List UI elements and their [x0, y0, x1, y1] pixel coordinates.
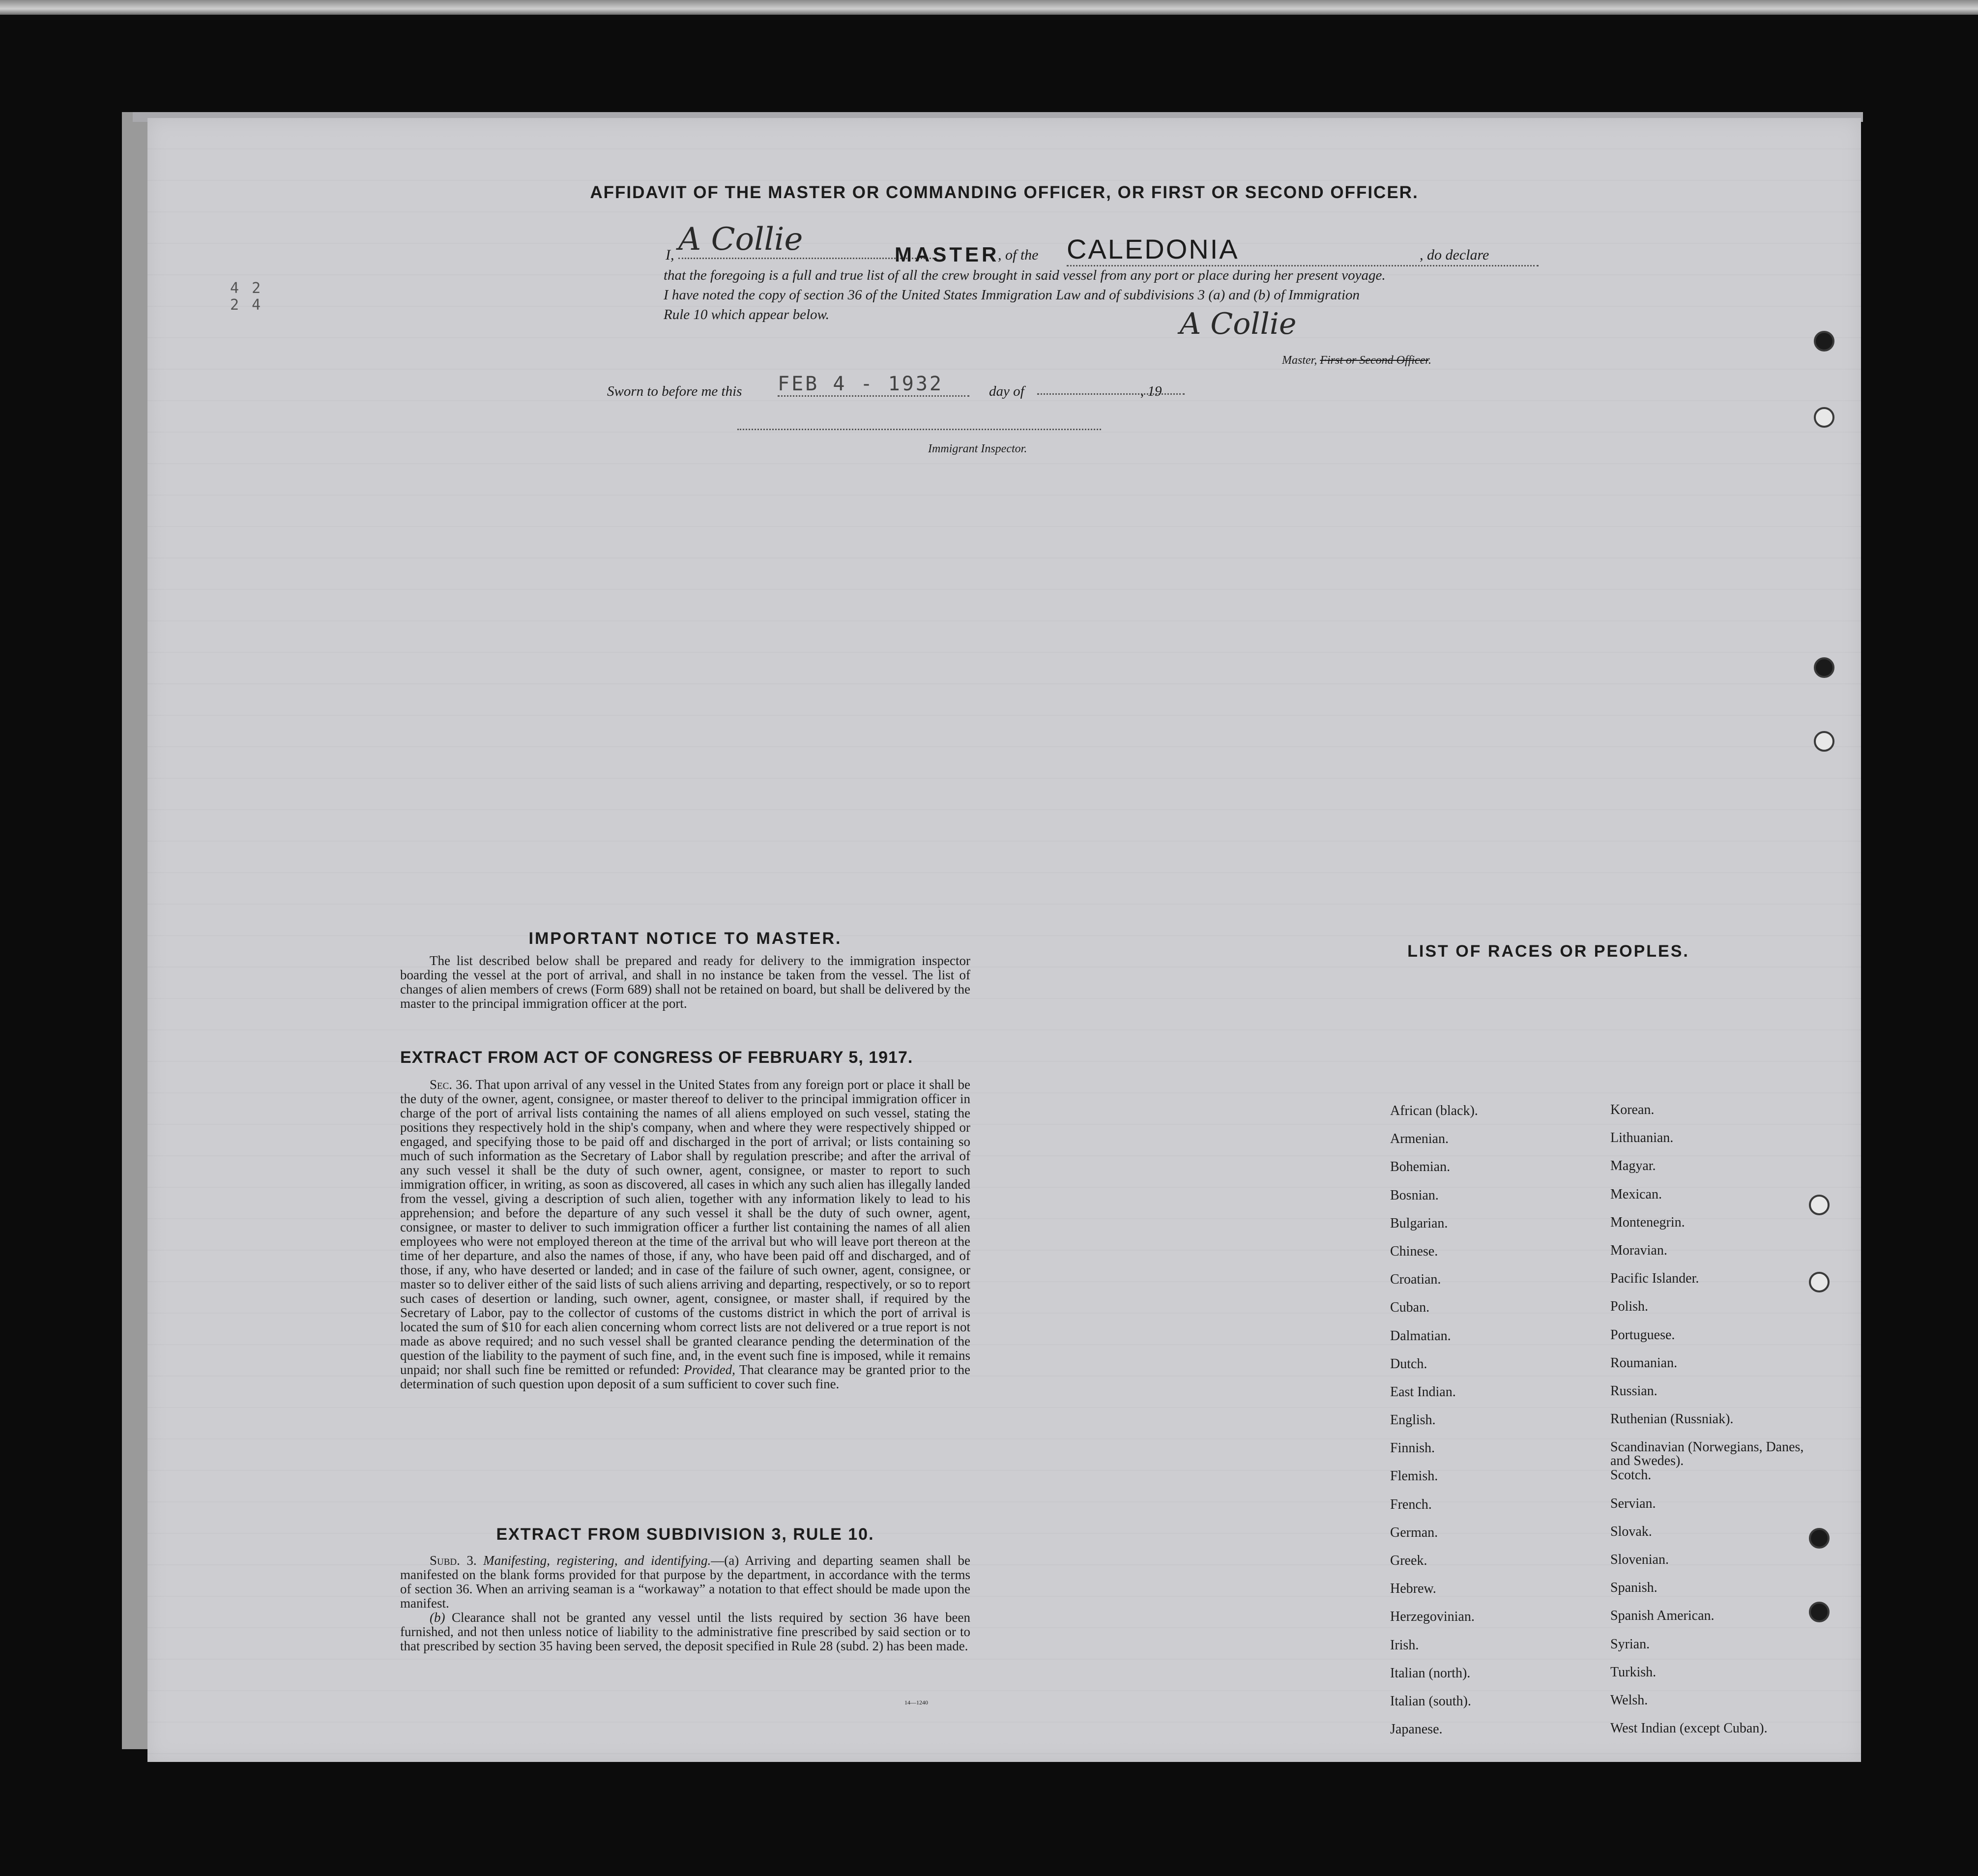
day-of-field	[1037, 393, 1185, 395]
year-suffix: , 19	[1140, 383, 1162, 399]
affidavit-i-label: I,	[666, 247, 674, 263]
race-entry: Bohemian.	[1390, 1159, 1451, 1175]
do-declare-label: , do declare	[1420, 247, 1489, 263]
race-entry: Mexican.	[1610, 1186, 1662, 1202]
race-entry: Slovak.	[1610, 1524, 1652, 1539]
notice-title: IMPORTANT NOTICE TO MASTER.	[528, 929, 842, 948]
affidavit-line: that the foregoing is a full and true list of all the crew brought in said vessel from any port or place during her present voyage.	[664, 267, 1386, 283]
rule-para-b	[400, 1611, 970, 1653]
affidavit-line: I have noted the copy of section 36 of the United States Immigration Law and of subdivisions 3 (a) and (b) of Immigration	[664, 287, 1360, 303]
race-row	[1390, 1300, 1823, 1328]
rule-para-a	[400, 1554, 970, 1611]
race-entry: Dalmatian.	[1390, 1328, 1451, 1344]
race-row	[1390, 1131, 1823, 1159]
race-entry: African (black).	[1390, 1103, 1478, 1118]
race-entry: Montenegrin.	[1610, 1214, 1685, 1230]
race-entry: Turkish.	[1610, 1664, 1657, 1680]
form-number: 14—1240	[904, 1699, 928, 1706]
race-entry: Greek.	[1390, 1553, 1427, 1568]
inspector-caption: Immigrant Inspector.	[928, 442, 1027, 455]
struck-officer-caption: First or Second Officer	[1320, 354, 1428, 367]
notice-section	[400, 954, 970, 1011]
act-text-end: That clearance may be granted prior to the determination of such question upon deposit of a sum sufficient to cover such fine.	[400, 1362, 971, 1391]
race-row	[1390, 1159, 1823, 1187]
margin-number-2: 2 4	[230, 296, 263, 314]
margin-mark	[230, 280, 262, 314]
race-entry: Magyar.	[1610, 1158, 1656, 1174]
race-row	[1390, 1553, 1823, 1581]
act-section	[400, 1078, 970, 1391]
race-row	[1390, 1666, 1823, 1694]
race-entry: Moravian.	[1610, 1242, 1667, 1258]
subd-heading: Manifesting, registering, and identifying.	[483, 1553, 711, 1568]
race-entry: Russian.	[1610, 1383, 1658, 1399]
race-entry: Pacific Islander.	[1610, 1271, 1699, 1287]
race-row	[1390, 1722, 1823, 1750]
race-row	[1390, 1244, 1823, 1272]
affidavit-title: AFFIDAVIT OF THE MASTER OR COMMANDING OFFICER, OR FIRST OR SECOND OFFICER.	[590, 183, 1419, 202]
master-caption: Master,	[1282, 354, 1317, 367]
race-row	[1390, 1412, 1823, 1440]
race-entry: Servian.	[1610, 1495, 1656, 1511]
provided-label: Provided,	[684, 1362, 735, 1377]
rule-section	[400, 1554, 970, 1653]
day-of-label: day of	[989, 383, 1024, 399]
signature-caption: Master, First or Second Officer.	[1282, 354, 1431, 367]
race-row	[1390, 1609, 1823, 1637]
race-entry: Bosnian.	[1390, 1187, 1439, 1203]
race-row	[1390, 1103, 1823, 1131]
race-entry: Flemish.	[1390, 1468, 1438, 1484]
race-row	[1390, 1440, 1823, 1468]
race-entry: French.	[1390, 1496, 1432, 1512]
race-entry: Cuban.	[1390, 1300, 1430, 1316]
race-row	[1390, 1328, 1823, 1356]
rule-text-a: —(a) Arriving and departing seamen shall be manifested on the blank forms provided for that purpose by the department, in accordance with the terms of section 36. When an arriving seaman is a “workaway” a notation to that effect should be made upon the manifest.	[400, 1553, 970, 1611]
race-row	[1390, 1581, 1823, 1609]
race-entry: Korean.	[1610, 1102, 1655, 1117]
underlying-page-edge	[122, 112, 151, 1749]
act-title: EXTRACT FROM ACT OF CONGRESS OF FEBRUARY 5, 1917.	[400, 1048, 913, 1067]
race-entry: Dutch.	[1390, 1356, 1427, 1372]
master-label: MASTER	[895, 243, 1000, 266]
margin-number: 4 2	[230, 280, 263, 297]
race-row	[1390, 1497, 1823, 1525]
affidavit-line: Rule 10 which appear below.	[664, 307, 829, 322]
race-entry: Finnish.	[1390, 1440, 1435, 1456]
race-row	[1390, 1188, 1823, 1216]
sworn-label: Sworn to before me this	[607, 383, 742, 399]
para-b-label: (b)	[430, 1610, 445, 1625]
race-entry: East Indian.	[1390, 1384, 1456, 1400]
act-text: That upon arrival of any vessel in the United States from any foreign port or place it shall be the duty of the owner, agent, consignee, or master thereof to deliver to the principal immigration officer in charge of the port of arrival lists containing the names of all aliens employed on such vessel, stating the positions they respectively hold in the ship's company, when and where they were respectively shipped or engaged, and specifying those to be paid off and discharged in the port of arrival; or lists containing so much of such information as the Secretary of Labor shall by regulation prescribe; and after the arrival of any such vessel it shall be the duty of such owner, agent, consignee, or master to report to such immigration officer, in writing, as soon as discovered, all cases in which any such alien has illegally landed from the vessel, giving a description of such alien, together with any information likely to lead to his apprehension; and before the departure of any such vessel it shall be the duty of such owner, agent, consignee, or master to deliver to such immigration officer a further list containing the names of all alien employees who were not employed thereon at the time of the arrival but who will leave port thereon at the time of her departure, and also the names of those, if any, who have been paid off and discharged, and of those, if any, who have deserted or landed; and in case of the failure of such owner, agent, consignee, or master so to deliver either of the said lists of such aliens arriving and departing, respectively, or so to report such cases of desertion or landing, such owner, agent, consignee, or master shall, if required by the Secretary of Labor, pay to the collector of customs of the customs district in which the port of arrival is located the sum of $10 for each alien concerning whom correct lists are not delivered or a true report is not made as above required; and no such vessel shall be granted clearance pending the determination of the question of the liability to the payment of such fine, and, in the event such fine is imposed, while it remains unpaid; nor shall such fine be remitted or refunded:	[400, 1077, 970, 1377]
race-row	[1390, 1694, 1823, 1722]
race-entry: Herzegovinian.	[1390, 1609, 1475, 1625]
race-entry: Slovenian.	[1610, 1552, 1669, 1567]
rule-title: EXTRACT FROM SUBDIVISION 3, RULE 10.	[496, 1525, 874, 1544]
race-entry: Lithuanian.	[1610, 1130, 1674, 1146]
subd-label: Subd. 3.	[430, 1553, 477, 1568]
race-row	[1390, 1525, 1823, 1553]
race-entry: Polish.	[1610, 1299, 1649, 1315]
race-row	[1390, 1384, 1823, 1412]
race-row	[1390, 1216, 1823, 1244]
race-row	[1390, 1272, 1823, 1300]
races-title: LIST OF RACES OR PEOPLES.	[1407, 942, 1689, 961]
punch-hole-icon	[1814, 657, 1834, 678]
of-the-label: , of the	[998, 247, 1039, 263]
rule-text-b: Clearance shall not be granted any vessel until the lists required by section 36 have been furnished, and not then unless notice of liability to the administrative fine prescribed by said section or to that prescribed by section 35 having been served, the deposit specified in Rule 28 (subd. 2) has been made.	[400, 1610, 971, 1653]
race-entry: Scotch.	[1610, 1467, 1652, 1483]
notice-body: The list described below shall be prepared and ready for delivery to the immigration inspector boarding the vessel at the port of arrival, and shall in no instance be taken from the vessel. The list of changes of alien members of crews (Form 689) shall not be retained on board, but shall be delivered by the master to the principal immigration officer at the port.	[400, 953, 970, 1011]
punch-hole-icon	[1814, 407, 1834, 428]
scanner-edge	[0, 0, 1978, 15]
document-page	[147, 118, 1861, 1762]
race-entry: Spanish American.	[1610, 1608, 1715, 1624]
race-entry: Italian (south).	[1390, 1693, 1471, 1709]
race-entry: Croatian.	[1390, 1272, 1441, 1288]
race-entry: Portuguese.	[1610, 1327, 1675, 1343]
race-entry: Syrian.	[1610, 1636, 1650, 1652]
sec-label: Sec. 36.	[430, 1077, 472, 1092]
race-entry: Hebrew.	[1390, 1581, 1436, 1597]
race-entry: Armenian.	[1390, 1131, 1449, 1147]
race-row	[1390, 1468, 1823, 1496]
race-entry: Spanish.	[1610, 1580, 1658, 1596]
race-entry: Welsh.	[1610, 1692, 1648, 1708]
affidavit-statement	[664, 265, 1642, 324]
race-entry: Scandinavian (Norwegians, Danes, and Swedes).	[1610, 1439, 1804, 1469]
race-entry: German.	[1390, 1524, 1438, 1540]
master-signature: A Collie	[678, 221, 934, 259]
race-entry: Chinese.	[1390, 1243, 1438, 1259]
race-entry: Ruthenian (Russniak).	[1610, 1411, 1734, 1427]
race-entry: Irish.	[1390, 1637, 1419, 1653]
race-entry: Roumanian.	[1610, 1355, 1678, 1371]
date-stamp: FEB 4 - 1932	[778, 373, 969, 397]
race-row	[1390, 1638, 1823, 1666]
punch-hole-icon	[1814, 731, 1834, 752]
master-signature-2: A Collie	[1180, 307, 1297, 341]
race-entry: Italian (north).	[1390, 1665, 1471, 1681]
race-entry: English.	[1390, 1412, 1436, 1428]
inspector-signature-field	[737, 429, 1101, 430]
punch-hole-icon	[1814, 331, 1834, 352]
race-row	[1390, 1356, 1823, 1384]
races-list	[1390, 1103, 1823, 1750]
act-body	[400, 1078, 970, 1391]
race-entry: Japanese.	[1390, 1722, 1443, 1737]
vessel-name: CALEDONIA	[1067, 233, 1539, 266]
race-entry: Bulgarian.	[1390, 1215, 1448, 1231]
race-entry: West Indian (except Cuban).	[1610, 1721, 1768, 1736]
